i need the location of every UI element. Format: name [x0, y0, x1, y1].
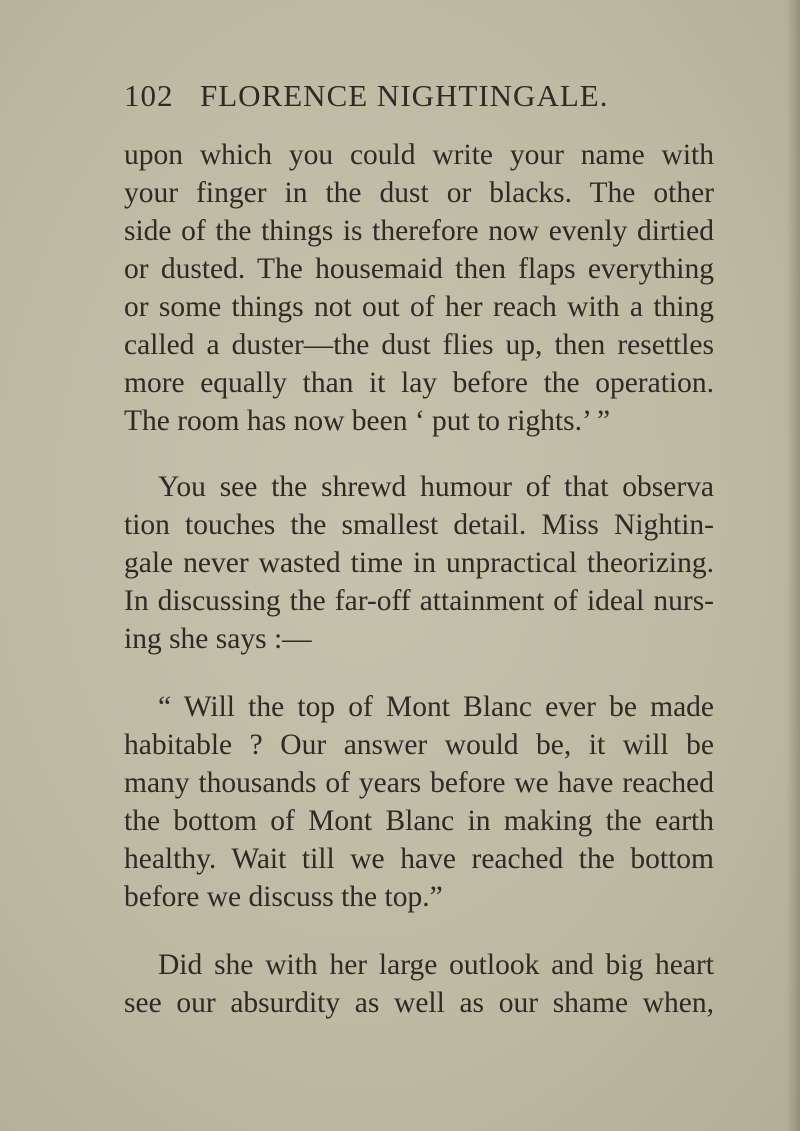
text-line: or some things not out of her reach with a thing — [124, 291, 714, 323]
text-line: more equally than it lay before the operation. — [124, 367, 714, 399]
text-line: side of the things is therefore now evenly dirtied — [124, 215, 714, 247]
paragraph-2 — [124, 468, 714, 658]
text-line: see our absurdity as well as our shame when, — [124, 987, 714, 1019]
text-line: You see the shrewd humour of that observa — [158, 471, 714, 503]
text-line: healthy. Wait till we have reached the bottom — [124, 843, 714, 875]
paragraph-4 — [124, 946, 714, 1022]
text-line: habitable ? Our answer would be, it will be — [124, 729, 714, 761]
text-line: upon which you could write your name with — [124, 139, 714, 171]
text-line: gale never wasted time in unpractical theorizing. — [124, 547, 714, 579]
paragraph-1 — [124, 136, 714, 440]
text-line: The room has now been ‘ put to rights.’ ” — [124, 405, 611, 437]
text-line: or dusted. The housemaid then flaps everything — [124, 253, 714, 285]
paragraph-3-quotation — [124, 688, 714, 916]
text-line: ing she says :— — [124, 623, 312, 655]
text-line: “ Will the top of Mont Blanc ever be made — [158, 691, 714, 723]
page-edge-shadow — [786, 0, 800, 1131]
text-line: your finger in the dust or blacks. The other — [124, 177, 714, 209]
text-line: many thousands of years before we have reached — [124, 767, 714, 799]
text-line: the bottom of Mont Blanc in making the earth — [124, 805, 714, 837]
text-line: before we discuss the top.” — [124, 881, 443, 913]
running-title: FLORENCE NIGHTINGALE. — [200, 78, 609, 113]
text-line: In discussing the far-off attainment of ideal nurs- — [124, 585, 714, 617]
text-line: Did she with her large outlook and big heart — [158, 949, 714, 981]
text-line: called a duster—the dust flies up, then resettles — [124, 329, 714, 361]
running-header — [124, 78, 608, 118]
page-number: 102 — [124, 78, 174, 113]
text-line: tion touches the smallest detail. Miss Nightin- — [124, 509, 714, 541]
